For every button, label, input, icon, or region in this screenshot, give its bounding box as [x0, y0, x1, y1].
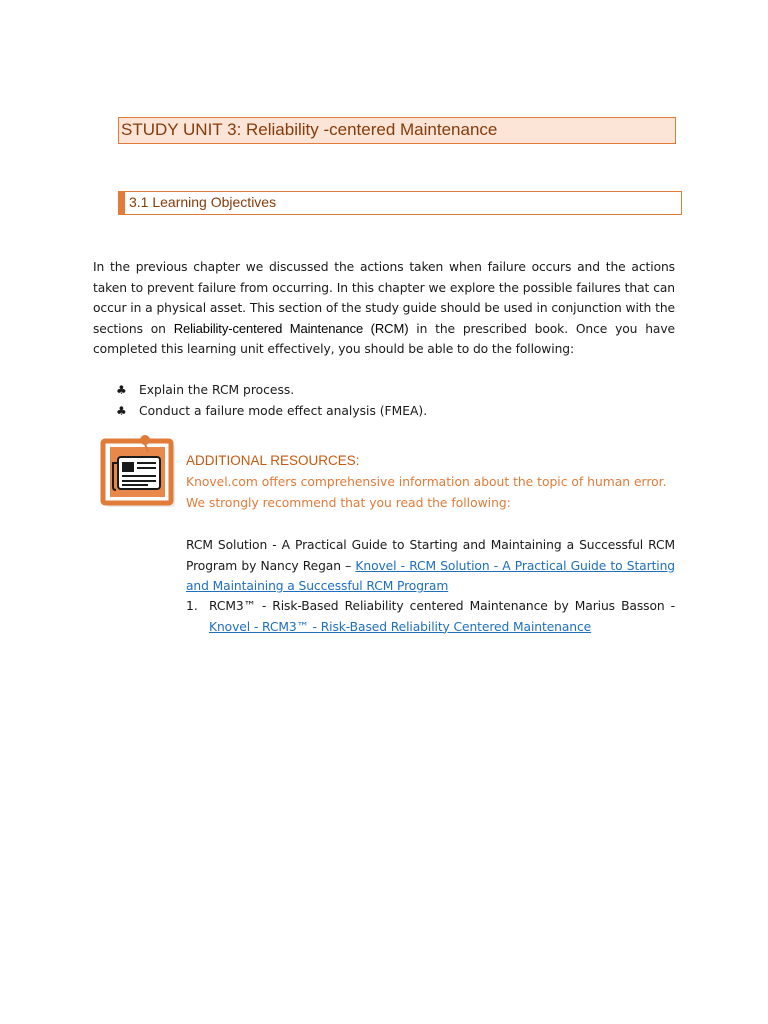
recommendation-rcm3 [209, 596, 675, 637]
learning-objectives-list [116, 380, 427, 422]
additional-resources-intro: Knovel.com offers comprehensive information about the topic of human error. We strongly recommend that you read the following: [186, 475, 667, 510]
intro-emphasis-rcm: Reliability-centered Maintenance (RCM) [173, 320, 409, 336]
numbered-list [186, 596, 675, 637]
recommendation-text: RCM Solution - A Practical Guide to Starting and Maintaining a Successful RCM Program by Nancy Regan – [186, 538, 675, 573]
knovel-rcm-solution-link[interactable]: Knovel - RCM Solution - A Practical Guide to Starting and Maintaining a Successful RCM Program [186, 558, 676, 593]
objective-text: Conduct a failure mode effect analysis (FMEA). [139, 404, 428, 418]
knovel-rcm3-link[interactable]: Knovel - RCM3™ - Risk-Based Reliability Centered Maintenance [209, 619, 592, 634]
recommendation-rcm-solution [186, 535, 675, 597]
intro-text-part1: In the previous chapter we discussed the actions taken when failure occurs and the actions taken to prevent failure from occurring. In this chapter we explore the possible failures that can occur in a physical asset. This section of the study guide should be used in conjunction with the sections on [93, 260, 675, 336]
list-number: 1. [186, 599, 198, 613]
objective-text: Explain the RCM process. [139, 383, 295, 397]
list-item [116, 401, 427, 422]
study-unit-title: STUDY UNIT 3: Reliability -centered Maintenance [118, 117, 676, 144]
intro-paragraph [93, 257, 675, 360]
list-item [116, 380, 427, 401]
section-heading-learning-objectives: 3.1 Learning Objectives [118, 191, 682, 215]
list-item [186, 596, 675, 637]
additional-resources-title: ADDITIONAL RESOURCES: [186, 453, 360, 468]
club-bullet-icon: ♣ [116, 404, 127, 418]
recommendation-text: RCM3™ - Risk-Based Reliability centered Maintenance by Marius Basson - [209, 599, 675, 613]
intro-text-part2: in the prescribed book. Once you have completed this learning unit effectively, you should be able to do the following: [93, 321, 675, 356]
club-bullet-icon: ♣ [116, 383, 127, 397]
newspaper-note-icon [100, 433, 180, 511]
